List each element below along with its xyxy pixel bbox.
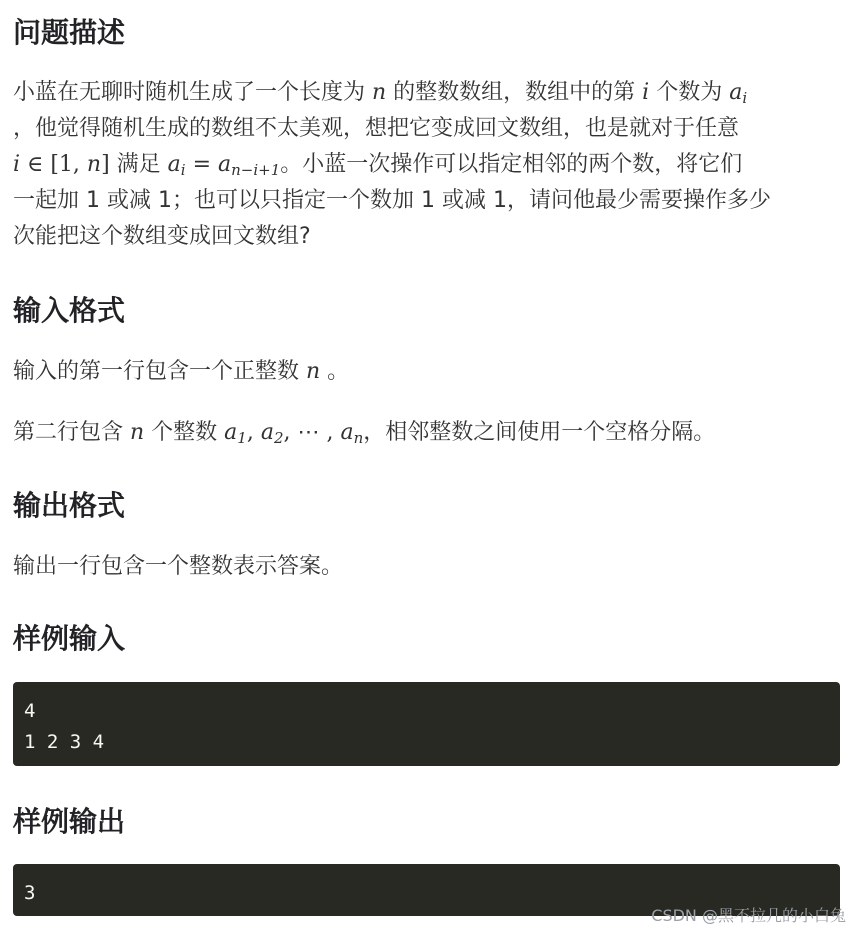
problem-line-5: 次能把这个数组变成回文数组? bbox=[13, 224, 311, 249]
math-a-i-cond: $a_i$ bbox=[167, 152, 186, 179]
problem-line-1: 小蓝在无聊时随机生成了一个长度为 n 的整数数组，数组中的第 i 个数为 $a_i$ bbox=[13, 80, 748, 107]
math-a-n-i-1: $a_{n-i+1}$ bbox=[218, 152, 281, 179]
sample-output-title: 样例输出 bbox=[13, 805, 126, 838]
output-format-title: 输出格式 bbox=[13, 489, 126, 522]
input-format-line-2: 第二行包含 n 个整数 $a_1$, $a_2$, ⋯ , $a_n$，相邻整数之间使用一个空格分隔。 bbox=[13, 420, 716, 447]
csdn-watermark: CSDN @黑不拉几的小白兔 bbox=[651, 906, 846, 925]
problem-line-2: ，他觉得随机生成的数组不太美观，想把它变成回文数组，也是就对于任意 bbox=[13, 116, 740, 141]
math-sequence: $a_1$, $a_2$, ⋯ , $a_n$ bbox=[224, 420, 364, 447]
problem-description-body bbox=[13, 75, 771, 255]
input-format-title: 输入格式 bbox=[13, 294, 126, 327]
problem-line-3: i ∈ [1, n] 满足 $a_i = a_{n-i+1}$。小蓝一次操作可以指定相邻的两个数，将它们 bbox=[13, 152, 743, 179]
problem-line-4: 一起加 1 或减 1；也可以只指定一个数加 1 或减 1，请问他最少需要操作多少 bbox=[13, 188, 771, 213]
sample-output-code-block[interactable]: 3 bbox=[13, 864, 840, 916]
math-a-i: $a_i$ bbox=[729, 80, 748, 107]
problem-description-title: 问题描述 bbox=[13, 16, 126, 49]
sample-input-code-block[interactable]: 4 1 2 3 4 bbox=[13, 682, 840, 766]
sample-input-title: 样例输入 bbox=[13, 622, 126, 655]
output-format-line-1: 输出一行包含一个整数表示答案。 bbox=[13, 554, 344, 579]
input-format-line-1: 输入的第一行包含一个正整数 n 。 bbox=[13, 359, 350, 384]
